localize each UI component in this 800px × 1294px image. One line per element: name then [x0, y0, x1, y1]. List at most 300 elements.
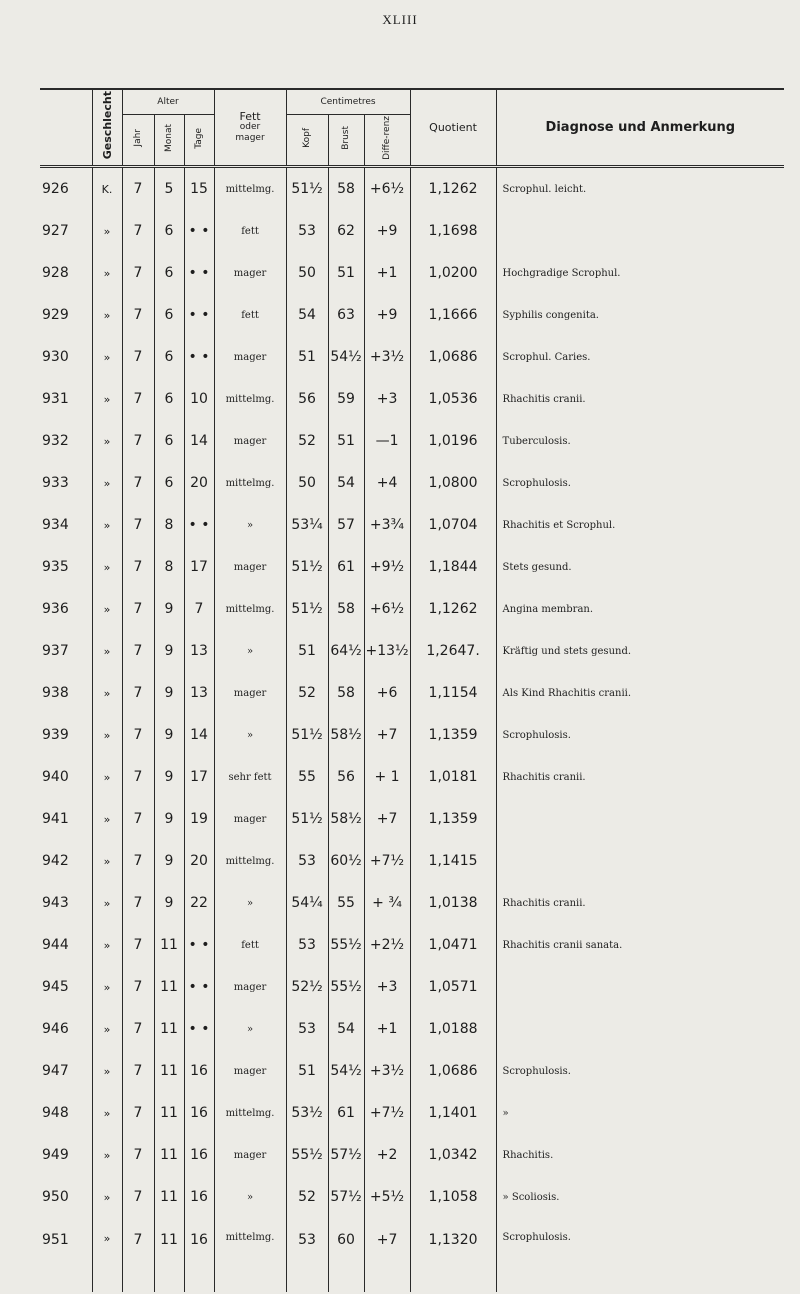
row-number: 949 — [42, 1147, 69, 1163]
sex-cell: » — [92, 588, 122, 630]
chest-cell: 54½ — [328, 1050, 364, 1092]
quotient-cell: 1,1320 — [410, 1218, 496, 1292]
fat-cell: » — [214, 714, 286, 756]
month-col-header: Monat — [154, 115, 184, 167]
table-row — [40, 1218, 784, 1292]
chest-cell: 55 — [328, 882, 364, 924]
month-cell: 6 — [154, 336, 184, 378]
month-cell: 8 — [154, 504, 184, 546]
year-cell: 7 — [122, 756, 154, 798]
head-cell: 54 — [286, 294, 328, 336]
row-number: 930 — [42, 349, 69, 365]
days-cell: 7 — [184, 588, 214, 630]
diagnosis-col-header: Diagnose und Anmerkung — [496, 89, 784, 167]
quotient-cell: 1,0471 — [410, 924, 496, 966]
month-cell: 6 — [154, 420, 184, 462]
diagnosis-cell: Rhachitis. — [496, 1134, 784, 1176]
month-cell: 9 — [154, 798, 184, 840]
year-cell: 7 — [122, 336, 154, 378]
row-number: 927 — [42, 223, 69, 239]
difference-cell: +7½ — [364, 1092, 410, 1134]
year-cell: 7 — [122, 714, 154, 756]
sex-cell: » — [92, 1008, 122, 1050]
days-cell: 10 — [184, 378, 214, 420]
chest-cell: 61 — [328, 1092, 364, 1134]
sex-cell: » — [92, 1176, 122, 1218]
fat-cell: sehr fett — [214, 756, 286, 798]
fat-cell: mager — [214, 1050, 286, 1092]
quotient-cell: 1,0138 — [410, 882, 496, 924]
year-cell: 7 — [122, 462, 154, 504]
month-cell: 9 — [154, 756, 184, 798]
difference-cell: +3½ — [364, 1050, 410, 1092]
sex-cell: » — [92, 210, 122, 252]
days-cell: 15 — [184, 167, 214, 211]
head-col-header: Kopf — [286, 115, 328, 167]
fat-cell: mittelmg. — [214, 167, 286, 211]
diagnosis-cell: » — [496, 1092, 784, 1134]
chest-cell: 58½ — [328, 714, 364, 756]
sex-cell: » — [92, 798, 122, 840]
fat-cell: » — [214, 882, 286, 924]
quotient-cell: 1,0200 — [410, 252, 496, 294]
month-cell: 11 — [154, 924, 184, 966]
days-cell: 20 — [184, 840, 214, 882]
days-cell: 13 — [184, 672, 214, 714]
difference-cell: +2 — [364, 1134, 410, 1176]
year-cell: 7 — [122, 672, 154, 714]
diagnosis-cell: Rhachitis cranii. — [496, 378, 784, 420]
head-cell: 52 — [286, 1176, 328, 1218]
difference-cell: +2½ — [364, 924, 410, 966]
diagnosis-cell: Kräftig und stets gesund. — [496, 630, 784, 672]
table-row — [40, 798, 784, 840]
chest-cell: 60½ — [328, 840, 364, 882]
table-row — [40, 336, 784, 378]
difference-cell: + 1 — [364, 756, 410, 798]
difference-cell: +3 — [364, 378, 410, 420]
days-cell: 17 — [184, 546, 214, 588]
row-number: 939 — [42, 727, 69, 743]
diagnosis-cell: Scrophulosis. — [496, 1050, 784, 1092]
chest-cell: 54 — [328, 1008, 364, 1050]
year-cell: 7 — [122, 504, 154, 546]
year-cell: 7 — [122, 546, 154, 588]
month-cell: 6 — [154, 462, 184, 504]
difference-cell: +9 — [364, 210, 410, 252]
sex-cell: » — [92, 1050, 122, 1092]
year-cell: 7 — [122, 294, 154, 336]
chest-cell: 51 — [328, 252, 364, 294]
table-row — [40, 672, 784, 714]
quotient-cell: 1,1666 — [410, 294, 496, 336]
sex-cell: » — [92, 378, 122, 420]
quotient-cell: 1,0800 — [410, 462, 496, 504]
number-col-header — [40, 89, 92, 167]
head-cell: 53¼ — [286, 504, 328, 546]
table-row — [40, 504, 784, 546]
diagnosis-cell: Rhachitis cranii. — [496, 756, 784, 798]
quotient-cell: 1,1844 — [410, 546, 496, 588]
days-cell: • • — [184, 252, 214, 294]
table-row — [40, 630, 784, 672]
chest-cell: 61 — [328, 546, 364, 588]
table-row — [40, 1050, 784, 1092]
sex-cell: » — [92, 840, 122, 882]
head-cell: 53 — [286, 1008, 328, 1050]
head-cell: 51½ — [286, 167, 328, 211]
difference-cell: +7 — [364, 714, 410, 756]
year-cell: 7 — [122, 420, 154, 462]
sex-cell: » — [92, 420, 122, 462]
difference-cell: +3½ — [364, 336, 410, 378]
chest-cell: 57½ — [328, 1176, 364, 1218]
table-row — [40, 420, 784, 462]
fat-cell: mager — [214, 672, 286, 714]
fat-cell: » — [214, 1008, 286, 1050]
month-cell: 9 — [154, 882, 184, 924]
quotient-cell: 1,0571 — [410, 966, 496, 1008]
row-number: 933 — [42, 475, 69, 491]
difference-cell: +9 — [364, 294, 410, 336]
diagnosis-cell: » Scoliosis. — [496, 1176, 784, 1218]
chest-cell: 54 — [328, 462, 364, 504]
sex-cell: » — [92, 462, 122, 504]
row-number: 950 — [42, 1189, 69, 1205]
chest-cell: 63 — [328, 294, 364, 336]
sex-cell: » — [92, 714, 122, 756]
head-cell: 51 — [286, 1050, 328, 1092]
fat-cell: mager — [214, 798, 286, 840]
head-cell: 51 — [286, 630, 328, 672]
head-cell: 51 — [286, 336, 328, 378]
month-cell: 9 — [154, 672, 184, 714]
sex-col-header: Geschlecht — [92, 89, 122, 167]
sex-cell: » — [92, 1134, 122, 1176]
year-col-header: Jahr — [122, 115, 154, 167]
table-row — [40, 588, 784, 630]
diagnosis-cell: Syphilis congenita. — [496, 294, 784, 336]
year-cell: 7 — [122, 924, 154, 966]
year-cell: 7 — [122, 1008, 154, 1050]
row-number: 947 — [42, 1063, 69, 1079]
month-cell: 8 — [154, 546, 184, 588]
year-cell: 7 — [122, 378, 154, 420]
month-cell: 11 — [154, 1092, 184, 1134]
row-number: 936 — [42, 601, 69, 617]
sex-cell: » — [92, 336, 122, 378]
quotient-cell: 1,1359 — [410, 798, 496, 840]
month-cell: 11 — [154, 1176, 184, 1218]
table-row — [40, 714, 784, 756]
difference-cell: +1 — [364, 1008, 410, 1050]
fat-cell: fett — [214, 294, 286, 336]
diagnosis-cell: Rhachitis et Scrophul. — [496, 504, 784, 546]
table-row — [40, 966, 784, 1008]
sex-cell: » — [92, 1218, 122, 1292]
quotient-cell: 1,0188 — [410, 1008, 496, 1050]
difference-cell: +7 — [364, 1218, 410, 1292]
diagnosis-cell: Rhachitis cranii. — [496, 882, 784, 924]
year-cell: 7 — [122, 167, 154, 211]
table-body — [40, 167, 784, 1293]
days-cell: 16 — [184, 1092, 214, 1134]
row-number: 951 — [42, 1232, 69, 1248]
fat-cell: mager — [214, 420, 286, 462]
sex-cell: » — [92, 546, 122, 588]
year-cell: 7 — [122, 1176, 154, 1218]
sex-cell: » — [92, 672, 122, 714]
month-cell: 6 — [154, 378, 184, 420]
table-row — [40, 378, 784, 420]
fat-col-header: Fett oder mager — [214, 89, 286, 167]
diagnosis-cell: Als Kind Rhachitis cranii. — [496, 672, 784, 714]
year-cell: 7 — [122, 630, 154, 672]
quotient-col-header: Quotient — [410, 89, 496, 167]
head-cell: 51½ — [286, 714, 328, 756]
head-cell: 55 — [286, 756, 328, 798]
chest-cell: 57 — [328, 504, 364, 546]
year-cell: 7 — [122, 966, 154, 1008]
chest-cell: 55½ — [328, 966, 364, 1008]
days-cell: 19 — [184, 798, 214, 840]
head-cell: 53 — [286, 1218, 328, 1292]
head-cell: 51½ — [286, 798, 328, 840]
chest-cell: 58 — [328, 672, 364, 714]
table-row — [40, 1134, 784, 1176]
row-number: 934 — [42, 517, 69, 533]
chest-cell: 62 — [328, 210, 364, 252]
days-cell: 16 — [184, 1176, 214, 1218]
head-cell: 52 — [286, 672, 328, 714]
row-number: 945 — [42, 979, 69, 995]
sex-cell: » — [92, 252, 122, 294]
difference-cell: —1 — [364, 420, 410, 462]
fat-cell: mittelmg. — [214, 840, 286, 882]
year-cell: 7 — [122, 1050, 154, 1092]
sex-cell: » — [92, 630, 122, 672]
sex-cell: » — [92, 966, 122, 1008]
year-cell: 7 — [122, 252, 154, 294]
month-cell: 11 — [154, 1008, 184, 1050]
row-number: 929 — [42, 307, 69, 323]
quotient-cell: 1,0536 — [410, 378, 496, 420]
fat-cell: » — [214, 504, 286, 546]
sex-cell: » — [92, 1092, 122, 1134]
row-number: 944 — [42, 937, 69, 953]
year-cell: 7 — [122, 210, 154, 252]
quotient-cell: 1,0704 — [410, 504, 496, 546]
chest-cell: 59 — [328, 378, 364, 420]
days-cell: • • — [184, 504, 214, 546]
year-cell: 7 — [122, 588, 154, 630]
difference-cell: +1 — [364, 252, 410, 294]
row-number: 942 — [42, 853, 69, 869]
head-cell: 53½ — [286, 1092, 328, 1134]
quotient-cell: 1,1262 — [410, 167, 496, 211]
quotient-cell: 1,1698 — [410, 210, 496, 252]
head-cell: 53 — [286, 840, 328, 882]
fat-cell: » — [214, 630, 286, 672]
diagnosis-cell: Angina membran. — [496, 588, 784, 630]
table-row — [40, 210, 784, 252]
table-row — [40, 167, 784, 211]
row-number: 946 — [42, 1021, 69, 1037]
days-cell: 17 — [184, 756, 214, 798]
month-cell: 11 — [154, 1134, 184, 1176]
month-cell: 11 — [154, 1218, 184, 1292]
chest-cell: 56 — [328, 756, 364, 798]
quotient-cell: 1,0196 — [410, 420, 496, 462]
days-cell: 16 — [184, 1050, 214, 1092]
difference-cell: +6½ — [364, 588, 410, 630]
difference-cell: +7 — [364, 798, 410, 840]
head-cell: 54¼ — [286, 882, 328, 924]
chest-cell: 58½ — [328, 798, 364, 840]
sex-cell: » — [92, 756, 122, 798]
head-cell: 52½ — [286, 966, 328, 1008]
days-col-header: Tage — [184, 115, 214, 167]
row-number: 940 — [42, 769, 69, 785]
year-cell: 7 — [122, 882, 154, 924]
days-cell: • • — [184, 924, 214, 966]
month-cell: 11 — [154, 966, 184, 1008]
table-row — [40, 546, 784, 588]
fat-cell: mittelmg. — [214, 588, 286, 630]
days-cell: • • — [184, 294, 214, 336]
year-cell: 7 — [122, 840, 154, 882]
days-cell: 13 — [184, 630, 214, 672]
sex-cell: K. — [92, 167, 122, 211]
quotient-cell: 1,1058 — [410, 1176, 496, 1218]
days-cell: • • — [184, 210, 214, 252]
diagnosis-cell: Scrophul. leicht. — [496, 167, 784, 211]
table-row — [40, 756, 784, 798]
difference-cell: +6½ — [364, 167, 410, 211]
diagnosis-cell — [496, 210, 784, 252]
month-cell: 9 — [154, 840, 184, 882]
days-cell: • • — [184, 1008, 214, 1050]
head-cell: 53 — [286, 210, 328, 252]
diagnosis-cell — [496, 966, 784, 1008]
month-cell: 9 — [154, 714, 184, 756]
fat-cell: mittelmg. — [214, 1218, 286, 1292]
days-cell: • • — [184, 966, 214, 1008]
days-cell: 20 — [184, 462, 214, 504]
table-row — [40, 882, 784, 924]
days-cell: • • — [184, 336, 214, 378]
difference-cell: +3 — [364, 966, 410, 1008]
fat-cell: mittelmg. — [214, 462, 286, 504]
chest-cell: 58 — [328, 588, 364, 630]
diff-col-header: Diffe-renz — [364, 115, 410, 167]
diagnosis-cell: Scrophulosis. — [496, 714, 784, 756]
head-cell: 56 — [286, 378, 328, 420]
head-cell: 53 — [286, 924, 328, 966]
table-row — [40, 252, 784, 294]
days-cell: 14 — [184, 420, 214, 462]
month-cell: 6 — [154, 252, 184, 294]
month-cell: 5 — [154, 167, 184, 211]
month-cell: 9 — [154, 588, 184, 630]
fat-cell: » — [214, 1176, 286, 1218]
table-row — [40, 1176, 784, 1218]
chest-cell: 60 — [328, 1218, 364, 1292]
difference-cell: + ¾ — [364, 882, 410, 924]
year-cell: 7 — [122, 1218, 154, 1292]
diagnosis-cell — [496, 840, 784, 882]
quotient-cell: 1,1262 — [410, 588, 496, 630]
page-number: XLIII — [382, 12, 418, 27]
quotient-cell: 1,0181 — [410, 756, 496, 798]
chest-cell: 58 — [328, 167, 364, 211]
year-cell: 7 — [122, 798, 154, 840]
table-row — [40, 1008, 784, 1050]
diagnosis-cell: Tuberculosis. — [496, 420, 784, 462]
fat-cell: mager — [214, 546, 286, 588]
quotient-cell: 1,1359 — [410, 714, 496, 756]
row-number: 937 — [42, 643, 69, 659]
head-cell: 52 — [286, 420, 328, 462]
quotient-cell: 1,0686 — [410, 336, 496, 378]
month-cell: 6 — [154, 210, 184, 252]
fat-cell: mager — [214, 1134, 286, 1176]
row-number: 935 — [42, 559, 69, 575]
month-cell: 6 — [154, 294, 184, 336]
sex-cell: » — [92, 294, 122, 336]
year-cell: 7 — [122, 1092, 154, 1134]
head-cell: 51½ — [286, 588, 328, 630]
chest-col-header: Brust — [328, 115, 364, 167]
difference-cell: +7½ — [364, 840, 410, 882]
table-row — [40, 1092, 784, 1134]
month-cell: 11 — [154, 1050, 184, 1092]
difference-cell: +4 — [364, 462, 410, 504]
difference-cell: +5½ — [364, 1176, 410, 1218]
fat-cell: fett — [214, 924, 286, 966]
quotient-cell: 1,0342 — [410, 1134, 496, 1176]
diagnosis-cell — [496, 1008, 784, 1050]
chest-cell: 55½ — [328, 924, 364, 966]
month-cell: 9 — [154, 630, 184, 672]
table-header — [40, 89, 784, 167]
row-number: 932 — [42, 433, 69, 449]
row-number: 943 — [42, 895, 69, 911]
sex-cell: » — [92, 924, 122, 966]
chest-cell: 51 — [328, 420, 364, 462]
cm-group-header: Centimetres — [286, 89, 410, 115]
quotient-cell: 1,2647. — [410, 630, 496, 672]
diagnosis-cell — [496, 798, 784, 840]
table-row — [40, 294, 784, 336]
fat-cell: mager — [214, 252, 286, 294]
days-cell: 22 — [184, 882, 214, 924]
fat-cell: mittelmg. — [214, 378, 286, 420]
days-cell: 14 — [184, 714, 214, 756]
chest-cell: 64½ — [328, 630, 364, 672]
table-row — [40, 840, 784, 882]
row-number: 928 — [42, 265, 69, 281]
diagnosis-cell: Hochgradige Scrophul. — [496, 252, 784, 294]
year-cell: 7 — [122, 1134, 154, 1176]
head-cell: 51½ — [286, 546, 328, 588]
fat-cell: mager — [214, 966, 286, 1008]
chest-cell: 57½ — [328, 1134, 364, 1176]
head-cell: 55½ — [286, 1134, 328, 1176]
table-row — [40, 924, 784, 966]
row-number: 941 — [42, 811, 69, 827]
row-number: 938 — [42, 685, 69, 701]
